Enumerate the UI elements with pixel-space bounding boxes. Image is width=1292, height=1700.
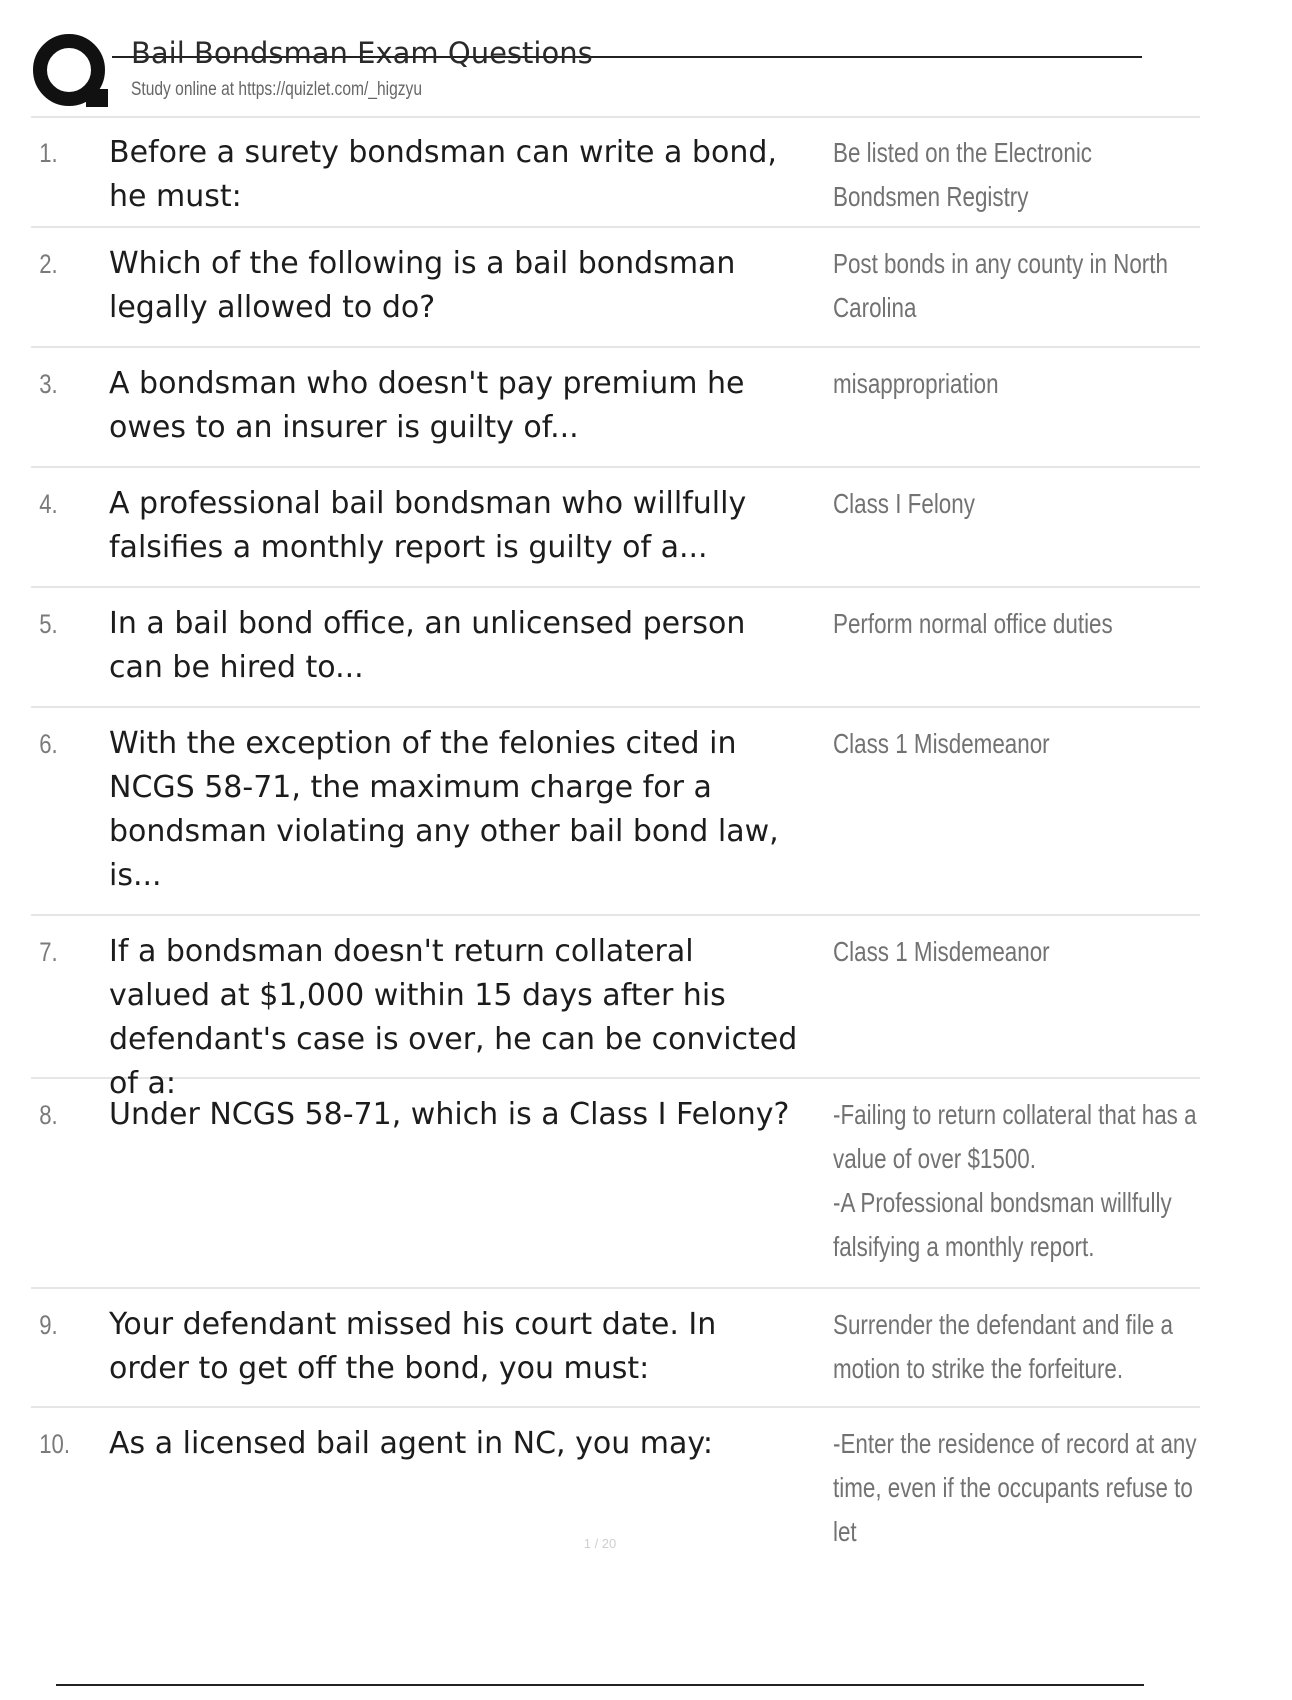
card-answer-text: misappropriation [833, 368, 999, 399]
card-answer [804, 916, 1200, 974]
card-answer-text: Class 1 Misdemeanor [833, 728, 1050, 759]
card-question: If a bondsman doesn't return collateral valued at $1,000 within 15 days after his defendant's case is over, he can be convicted of a: [109, 934, 798, 1101]
card-answer-text: Surrender the defendant and file a motion to strike the forfeiture. [833, 1309, 1173, 1384]
flashcard-row [31, 468, 1200, 588]
card-answer [804, 708, 1200, 766]
card-answer [804, 1408, 1200, 1554]
card-answer-text: -Failing to return collateral that has a value of over $1500. -A Professional bondsman willfully falsifying a monthly report. [833, 1099, 1197, 1262]
card-question: In a bail bond office, an unlicensed person can be hired to... [109, 606, 746, 685]
card-number: 2. [39, 249, 58, 279]
card-answer [804, 588, 1200, 646]
card-answer-text: Class I Felony [833, 488, 975, 519]
document-title: Bail Bondsman Exam Questions [131, 36, 593, 70]
card-answer-text: Be listed on the Electronic Bondsmen Registry [833, 137, 1092, 212]
flashcard-row [31, 588, 1200, 708]
flashcard-row [31, 1079, 1200, 1289]
card-answer [804, 348, 1200, 406]
card-answer [804, 228, 1200, 330]
card-number: 3. [39, 369, 58, 399]
card-question: As a licensed bail agent in NC, you may: [109, 1426, 714, 1461]
card-number: 4. [39, 489, 58, 519]
card-number: 9. [39, 1310, 58, 1340]
flashcard-row [31, 117, 1200, 228]
card-question: Your defendant missed his court date. In order to get off the bond, you must: [109, 1307, 717, 1386]
card-answer [804, 468, 1200, 526]
page-number: 1 / 20 [583, 1536, 617, 1551]
card-number: 8. [39, 1100, 58, 1130]
card-question: Which of the following is a bail bondsman legally allowed to do? [109, 246, 736, 325]
card-answer-text: -Enter the residence of record at any time, even if the occupants refuse to let [833, 1428, 1197, 1547]
card-number: 6. [39, 729, 58, 759]
flashcard-row [31, 1289, 1200, 1408]
card-answer [804, 1289, 1200, 1391]
card-answer [804, 1079, 1200, 1269]
card-answer-text: Class 1 Misdemeanor [833, 936, 1050, 967]
card-question: With the exception of the felonies cited in NCGS 58-71, the maximum charge for a bondsman violating any other bail bond law, is... [109, 726, 779, 893]
card-question: Before a surety bondsman can write a bond, he must: [109, 135, 777, 214]
flashcard-row [31, 348, 1200, 468]
card-number: 1. [39, 138, 58, 168]
card-answer-text: Perform normal office duties [833, 608, 1113, 639]
card-answer [804, 117, 1200, 219]
card-number: 10. [39, 1429, 70, 1459]
card-question: A bondsman who doesn't pay premium he owes to an insurer is guilty of... [109, 366, 745, 445]
card-answer-text: Post bonds in any county in North Carolina [833, 248, 1168, 323]
card-number: 7. [39, 937, 58, 967]
flashcard-row [31, 916, 1200, 1101]
card-question: A professional bail bondsman who willfully falsifies a monthly report is guilty of a... [109, 486, 747, 565]
card-question: Under NCGS 58-71, which is a Class I Felony? [109, 1097, 790, 1132]
flashcard-row [31, 228, 1200, 348]
page-header [0, 0, 1200, 118]
card-number: 5. [39, 609, 58, 639]
footer-rule [56, 1684, 1144, 1686]
flashcard-row [31, 708, 1200, 916]
study-online-link[interactable]: Study online at https://quizlet.com/_higzyu [131, 79, 422, 100]
quizlet-q-logo-icon [32, 34, 112, 110]
